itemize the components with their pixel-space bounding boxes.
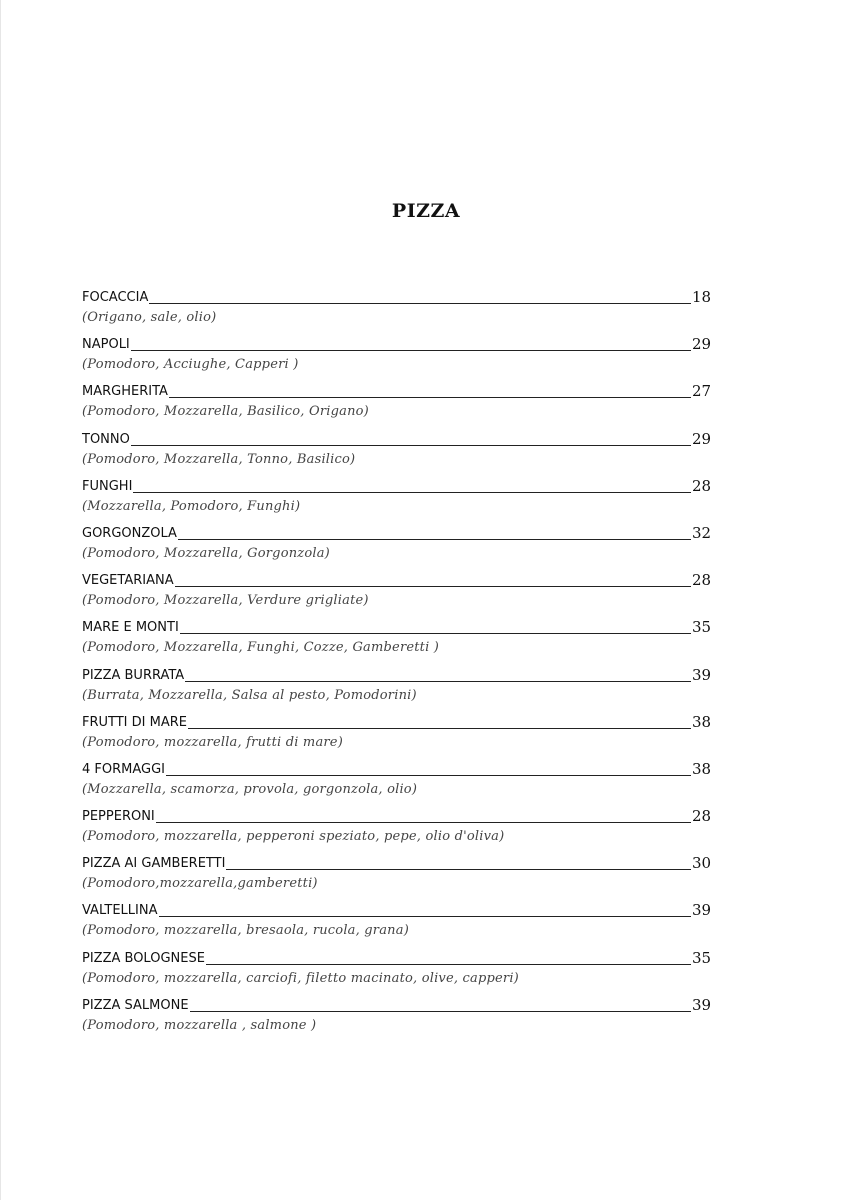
menu-item-description: (Burrata, Mozzarella, Salsa al pesto, Pomodorini) [82, 687, 417, 703]
menu-item-line [82, 475, 712, 495]
menu-item-name: 4 FORMAGGI [82, 761, 166, 777]
menu-item [82, 616, 712, 663]
menu-item-price: 32 [692, 523, 712, 542]
menu-item-price: 35 [692, 948, 712, 967]
menu-item-line [82, 522, 712, 542]
menu-item-description: (Pomodoro, mozzarella, bresaola, rucola, grana) [82, 923, 409, 939]
menu-item-description: (Mozzarella, Pomodoro, Funghi) [82, 498, 301, 514]
leader-line [131, 350, 691, 351]
menu-item-description: (Mozzarella, scamorza, provola, gorgonzola, olio) [82, 781, 418, 797]
leader-line [178, 539, 691, 540]
menu-item-name: GORGONZOLA [82, 525, 177, 541]
menu-item-price: 30 [692, 854, 712, 873]
menu-item-line [82, 286, 712, 306]
menu-item-line [82, 852, 712, 872]
leader-line [133, 492, 691, 493]
menu-item-price: 29 [692, 429, 712, 448]
menu-item [82, 428, 712, 475]
menu-item [82, 899, 712, 946]
menu-item [82, 380, 712, 427]
menu-item [82, 852, 712, 899]
leader-line [188, 728, 691, 729]
leader-line [131, 445, 691, 446]
menu-item [82, 947, 712, 994]
menu-item-line [82, 569, 712, 589]
menu-item-name: FRUTTI DI MARE [82, 714, 187, 730]
menu-item-description: (Pomodoro,mozzarella,gamberetti) [82, 876, 318, 892]
menu-item-description: (Pomodoro, mozzarella , salmone ) [82, 1017, 317, 1033]
menu-item-price: 28 [692, 571, 712, 590]
leader-line [185, 681, 691, 682]
menu-item-name: NAPOLI [82, 337, 130, 353]
menu-item [82, 475, 712, 522]
menu-item-price: 38 [692, 712, 712, 731]
menu-item-line [82, 899, 712, 919]
menu-item-line [82, 616, 712, 636]
menu-item-name: TONNO [82, 431, 130, 447]
menu-item [82, 333, 712, 380]
menu-item [82, 711, 712, 758]
menu-item [82, 286, 712, 333]
menu-item-name: VALTELLINA [82, 903, 158, 919]
leader-line [156, 822, 691, 823]
menu-item-name: VEGETARIANA [82, 573, 174, 589]
menu-item-description: (Pomodoro, Mozzarella, Basilico, Origano) [82, 404, 369, 420]
leader-line [206, 964, 691, 965]
menu-item-line [82, 805, 712, 825]
menu-item-name: PIZZA BOLOGNESE [82, 950, 205, 966]
menu-item-name: PIZZA SALMONE [82, 997, 189, 1013]
menu-item [82, 805, 712, 852]
menu-item-price: 38 [692, 759, 712, 778]
menu-item [82, 522, 712, 569]
leader-line [149, 303, 691, 304]
leader-line [180, 633, 691, 634]
menu-item-price: 39 [692, 901, 712, 920]
menu-item-price: 39 [692, 665, 712, 684]
pizza-menu-list [82, 286, 712, 1041]
menu-item-price: 29 [692, 335, 712, 354]
menu-item-line [82, 994, 712, 1014]
menu-item-line [82, 947, 712, 967]
menu-item-name: PIZZA AI GAMBERETTI [82, 856, 226, 872]
menu-item-description: (Pomodoro, mozzarella, pepperoni speziato, pepe, olio d'oliva) [82, 829, 505, 845]
menu-item-name: PIZZA BURRATA [82, 667, 185, 683]
menu-item-description: (Pomodoro, Mozzarella, Tonno, Basilico) [82, 451, 356, 467]
menu-item-description: (Pomodoro, mozzarella, frutti di mare) [82, 734, 343, 750]
menu-item-line [82, 428, 712, 448]
menu-item-name: PEPPERONI [82, 809, 155, 825]
menu-item-price: 28 [692, 807, 712, 826]
menu-item-line [82, 711, 712, 731]
menu-item [82, 664, 712, 711]
menu-item-description: (Pomodoro, Mozzarella, Funghi, Cozze, Gamberetti ) [82, 640, 440, 656]
menu-item-price: 28 [692, 476, 712, 495]
menu-item-line [82, 380, 712, 400]
menu-item [82, 758, 712, 805]
menu-item-line [82, 758, 712, 778]
menu-item-price: 27 [692, 382, 712, 401]
menu-item-name: FOCACCIA [82, 290, 149, 305]
menu-item-line [82, 664, 712, 684]
menu-item-description: (Pomodoro, Mozzarella, Verdure grigliate) [82, 593, 369, 609]
menu-item-price: 35 [692, 618, 712, 637]
menu-item-name: MARGHERITA [82, 384, 168, 400]
menu-item-name: FUNGHI [82, 478, 133, 494]
menu-item-description: (Origano, sale, olio) [82, 310, 217, 325]
menu-item [82, 994, 712, 1041]
leader-line [159, 916, 692, 917]
leader-line [169, 397, 691, 398]
menu-item-name: MARE E MONTI [82, 620, 179, 636]
menu-item-description: (Pomodoro, Acciughe, Capperi ) [82, 357, 299, 373]
menu-item-description: (Pomodoro, mozzarella, carciofi, filetto macinato, olive, capperi) [82, 970, 519, 986]
menu-item-description: (Pomodoro, Mozzarella, Gorgonzola) [82, 545, 330, 561]
leader-line [175, 586, 691, 587]
leader-line [166, 775, 691, 776]
menu-item [82, 569, 712, 616]
leader-line [190, 1011, 691, 1012]
menu-item-price: 39 [692, 995, 712, 1014]
menu-item-line [82, 333, 712, 353]
page-title: PIZZA [391, 200, 461, 222]
leader-line [226, 869, 691, 870]
menu-item-price: 18 [692, 288, 712, 306]
